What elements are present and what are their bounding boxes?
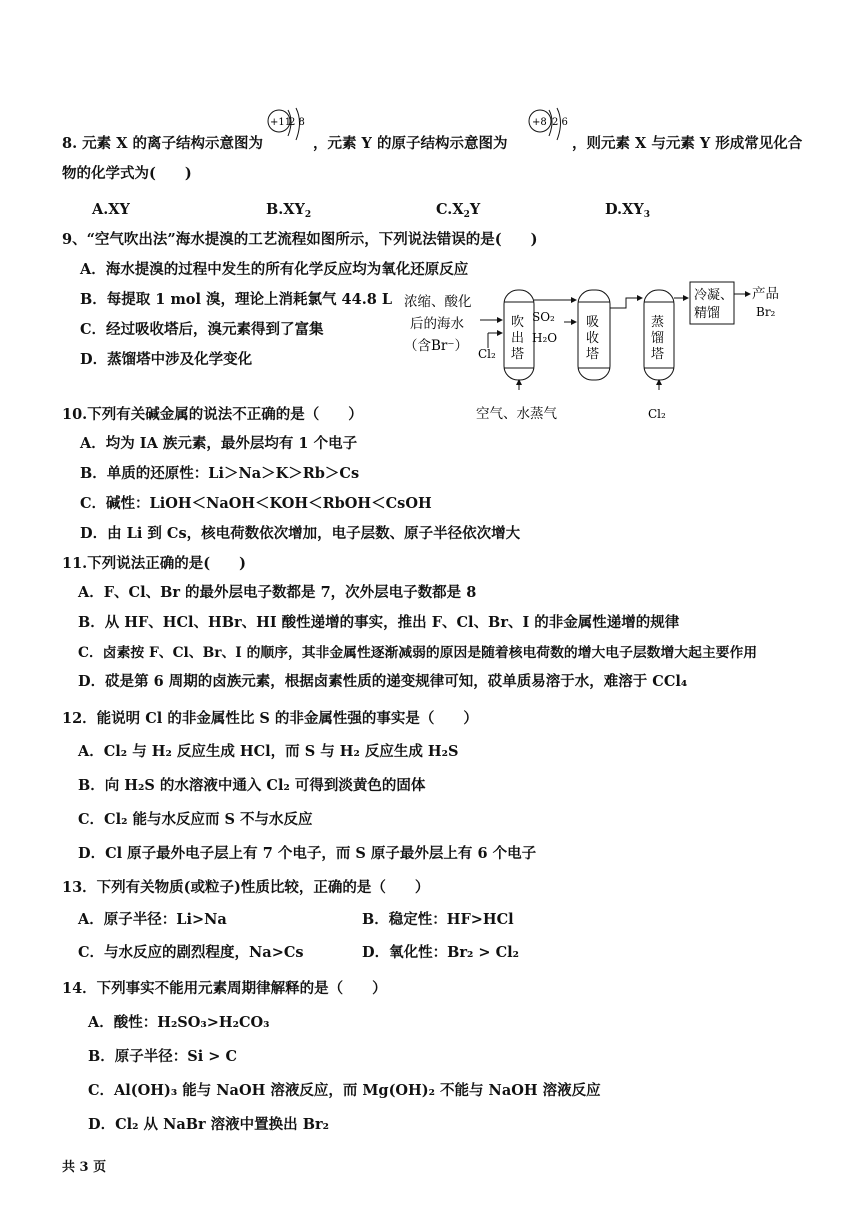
tower3-char-2: 馏: [651, 331, 665, 346]
q9-stem: 9、“空气吹出法”海水提溴的工艺流程如图所示，下列说法错误的是( ): [62, 231, 538, 248]
feed-text-2: 后的海水: [410, 316, 464, 332]
tower2-char-1: 吸: [586, 315, 600, 330]
box-text-2: 精馏: [694, 306, 721, 321]
atom-y-nucleus: +8: [532, 117, 547, 128]
h2o-label: H₂O: [532, 331, 558, 345]
cl2-left-label: Cl₂: [478, 347, 496, 361]
q9-option-b: B．每提取 1 mol 溴，理论上消耗氯气 44.8 L: [80, 291, 393, 308]
product-label: 产品: [752, 286, 779, 302]
feed-text-1: 浓缩、酸化: [404, 294, 472, 310]
q10-option-c: C．碱性：LiOH＜NaOH＜KOH＜RbOH＜CsOH: [80, 495, 432, 512]
q13-option-d: D．氧化性：Br₂ > Cl₂: [362, 944, 519, 961]
q8-option-a: A.XY: [92, 201, 130, 218]
q13-option-c: C．与水反应的剧烈程度，Na>Cs: [78, 944, 304, 961]
page-footer: 共 3 页: [62, 1160, 107, 1175]
q12-option-a: A．Cl₂ 与 H₂ 反应生成 HCl，而 S 与 H₂ 反应生成 H₂S: [78, 743, 459, 760]
tower1-char-2: 出: [511, 331, 525, 346]
so2-label: SO₂: [532, 310, 555, 324]
atom-x-nucleus: +11: [270, 117, 292, 128]
tower1-char-1: 吹: [511, 315, 525, 330]
q14-option-c: C．Al(OH)₃ 能与 NaOH 溶液反应，而 Mg(OH)₂ 不能与 NaOH 溶液反应: [88, 1082, 601, 1099]
tower3-char-1: 蒸: [651, 315, 665, 330]
q9-option-d: D．蒸馏塔中涉及化学变化: [80, 351, 253, 368]
q8-line2: 物的化学式为( ): [62, 165, 192, 182]
q12-option-d: D．Cl 原子最外电子层上有 7 个电子，而 S 原子最外层上有 6 个电子: [78, 845, 537, 862]
q10-option-a: A．均为 IA 族元素，最外层均有 1 个电子: [80, 435, 358, 452]
q14-option-a: A．酸性：H₂SO₃>H₂CO₃: [88, 1014, 270, 1031]
q8-option-c: $C.X_2Y$: [436, 201, 481, 220]
tower2-char-3: 塔: [586, 347, 600, 362]
q12-option-c: C．Cl₂ 能与水反应而 S 不与水反应: [78, 811, 313, 828]
tower1-char-3: 塔: [511, 347, 525, 362]
q9-option-c: C．经过吸收塔后，溴元素得到了富集: [80, 321, 324, 338]
feed-text-3: （含Br⁻）: [404, 338, 468, 354]
cl2-bottom-label: Cl₂: [648, 407, 666, 421]
q10-option-d: D．由 Li 到 Cs，核电荷数依次增加，电子层数、原子半径依次增大: [80, 525, 521, 542]
q8-option-d: $D.XY_3$: [605, 201, 650, 220]
q11-option-a: A．F、Cl、Br 的最外层电子数都是 7，次外层电子数都是 8: [78, 584, 477, 601]
q8-line1-a: 8. 元素 X 的离子结构示意图为: [62, 135, 264, 152]
air-steam-label: 空气、水蒸气: [476, 406, 557, 422]
q10-stem: 10.下列有关碱金属的说法不正确的是（ ）: [62, 406, 363, 423]
atom-y-diagram: [527, 106, 575, 146]
q13-option-a: A．原子半径：Li>Na: [78, 911, 227, 928]
q13-option-b: B．稳定性：HF>HCl: [362, 911, 514, 928]
q11-stem: 11.下列说法正确的是( ): [62, 555, 246, 572]
q14-option-b: B．原子半径：Si > C: [88, 1048, 238, 1065]
q11-option-d: D．砹是第 6 周期的卤族元素，根据卤素性质的递变规律可知，砹单质易溶于水，难溶于 CCl₄: [78, 673, 688, 690]
q14-option-d: D．Cl₂ 从 NaBr 溶液中置换出 Br₂: [88, 1116, 329, 1133]
q13-stem: 13．下列有关物质(或粒子)性质比较，正确的是（ ）: [62, 879, 430, 896]
q8-line1-b: ，元素 Y 的原子结构示意图为: [313, 135, 508, 152]
box-text-1: 冷凝、: [694, 288, 734, 303]
q8-option-b: $B.XY_2$: [266, 201, 312, 220]
q14-stem: 14．下列事实不能用元素周期律解释的是（ ）: [62, 980, 387, 997]
q11-option-c: C．卤素按 F、Cl、Br、I 的顺序，其非金属性逐渐减弱的原因是随着核电荷数的增大电子层数增大起主要作用: [78, 645, 758, 661]
tower3-char-3: 塔: [651, 347, 665, 362]
bromine-process-diagram: [398, 278, 798, 426]
q12-option-b: B．向 H₂S 的水溶液中通入 Cl₂ 可得到淡黄色的固体: [78, 777, 426, 794]
q9-option-a: A．海水提溴的过程中发生的所有化学反应均为氧化还原反应: [80, 261, 469, 278]
q10-option-b: B．单质的还原性：Li＞Na＞K＞Rb＞Cs: [80, 465, 360, 482]
q12-stem: 12．能说明 Cl 的非金属性比 S 的非金属性强的事实是（ ）: [62, 710, 478, 727]
atom-x-shells: 2 8: [289, 117, 305, 128]
product-br2-label: Br₂: [756, 305, 776, 319]
atom-y-shells: 2 6: [552, 117, 568, 128]
tower2-char-2: 收: [586, 331, 600, 346]
q8-line1-c: ，则元素 X 与元素 Y 形成常见化合: [572, 135, 803, 152]
q11-option-b: B．从 HF、HCl、HBr、HI 酸性递增的事实，推出 F、Cl、Br、I 的非金属性递增的规律: [78, 614, 680, 631]
atom-x-diagram: [266, 106, 312, 146]
